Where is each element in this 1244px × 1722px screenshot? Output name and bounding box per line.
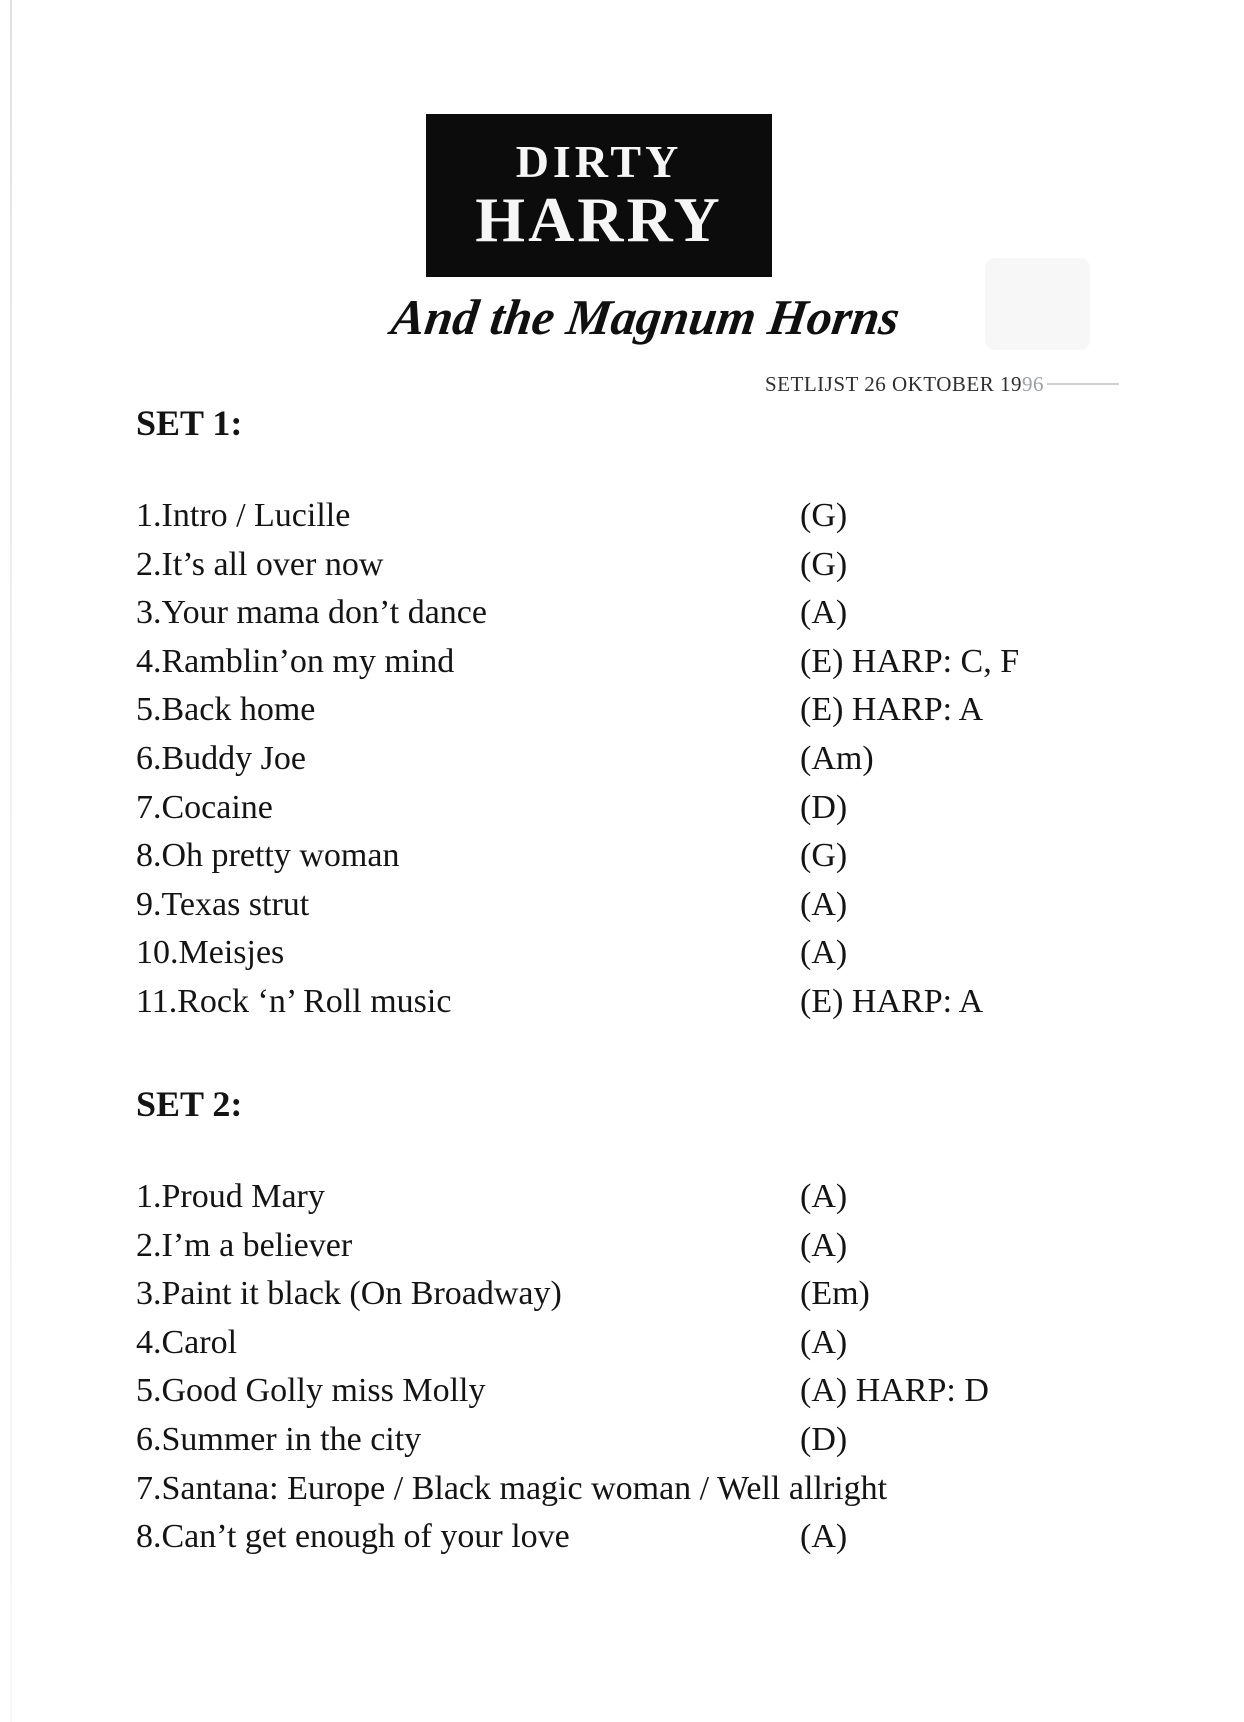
song-row: [136, 492, 1186, 541]
song-title: 4.Carol: [136, 1323, 238, 1361]
song-key: (E) HARP: A: [800, 982, 984, 1020]
song-key: (A): [800, 1178, 848, 1215]
song-key: (E) HARP: C, F: [800, 642, 1020, 680]
song-row: [136, 978, 1186, 1027]
song-title: 4.Ramblin’on my mind: [136, 642, 455, 680]
song-row: [136, 541, 1186, 590]
band-logo: [426, 114, 772, 277]
song-title: 8.Can’t get enough of your love: [136, 1518, 570, 1556]
song-row: [136, 686, 1186, 735]
set1-song-list: [136, 492, 1186, 1027]
scan-line-artifact: [1047, 383, 1119, 385]
band-tagline: And the Magnum Horns: [388, 289, 904, 345]
song-row: [136, 1465, 1186, 1514]
song-key: (A): [800, 1323, 848, 1361]
scan-smudge: [985, 258, 1090, 350]
song-title: 1.Proud Mary: [136, 1178, 325, 1215]
song-title: 7.Cocaine: [136, 788, 273, 826]
song-row: [136, 1222, 1186, 1271]
song-row: [136, 638, 1186, 687]
setlist-date: [765, 372, 1119, 397]
song-row: [136, 784, 1186, 833]
song-key: (E) HARP: A: [800, 691, 984, 729]
song-row: [136, 1513, 1186, 1562]
song-key: (A): [800, 1518, 848, 1556]
song-title: 3.Your mama don’t dance: [136, 594, 487, 632]
song-title: 7.Santana: Europe / Black magic woman / Well allright: [136, 1469, 888, 1507]
song-row: [136, 1367, 1186, 1416]
song-key: (Em): [800, 1275, 870, 1313]
song-row: [136, 1173, 1186, 1222]
song-key: (A): [800, 594, 848, 632]
setlist-date-faded-digits: 96: [1022, 372, 1044, 396]
song-row: [136, 881, 1186, 930]
song-title: 8.Oh pretty woman: [136, 837, 400, 875]
song-key: (Am): [800, 739, 874, 777]
song-row: [136, 1319, 1186, 1368]
song-title: 2.It’s all over now: [136, 545, 384, 583]
song-key: (G): [800, 497, 848, 534]
song-row: [136, 929, 1186, 978]
song-row: [136, 589, 1186, 638]
song-title: 6.Summer in the city: [136, 1420, 422, 1458]
song-key: (A) HARP: D: [800, 1372, 989, 1410]
setlist-date-main: SETLIJST 26 OKTOBER 19: [765, 372, 1022, 396]
song-key: (A): [800, 1226, 848, 1264]
song-title: 2.I’m a believer: [136, 1226, 353, 1264]
song-title: 5.Back home: [136, 691, 316, 729]
song-title: 1.Intro / Lucille: [136, 497, 351, 534]
song-row: [136, 832, 1186, 881]
song-title: 3.Paint it black (On Broadway): [136, 1275, 562, 1313]
song-title: 6.Buddy Joe: [136, 739, 306, 777]
song-key: (D): [800, 1420, 848, 1458]
song-key: (G): [800, 837, 848, 875]
set2-heading: SET 2:: [136, 1084, 243, 1124]
logo-line-harry: HARRY: [475, 184, 723, 255]
scan-edge-line: [10, 0, 12, 1722]
song-title: 5.Good Golly miss Molly: [136, 1372, 486, 1410]
song-title: 11.Rock ‘n’ Roll music: [136, 982, 452, 1020]
song-key: (A): [800, 934, 848, 972]
song-key: (D): [800, 788, 848, 826]
logo-line-dirty: DIRTY: [515, 136, 683, 187]
set1-heading: SET 1:: [136, 403, 243, 443]
song-row: [136, 735, 1186, 784]
song-row: [136, 1270, 1186, 1319]
set2-song-list: [136, 1173, 1186, 1562]
song-row: [136, 1416, 1186, 1465]
song-title: 9.Texas strut: [136, 885, 310, 923]
song-title: 10.Meisjes: [136, 934, 285, 972]
song-key: (G): [800, 545, 848, 583]
song-key: (A): [800, 885, 848, 923]
